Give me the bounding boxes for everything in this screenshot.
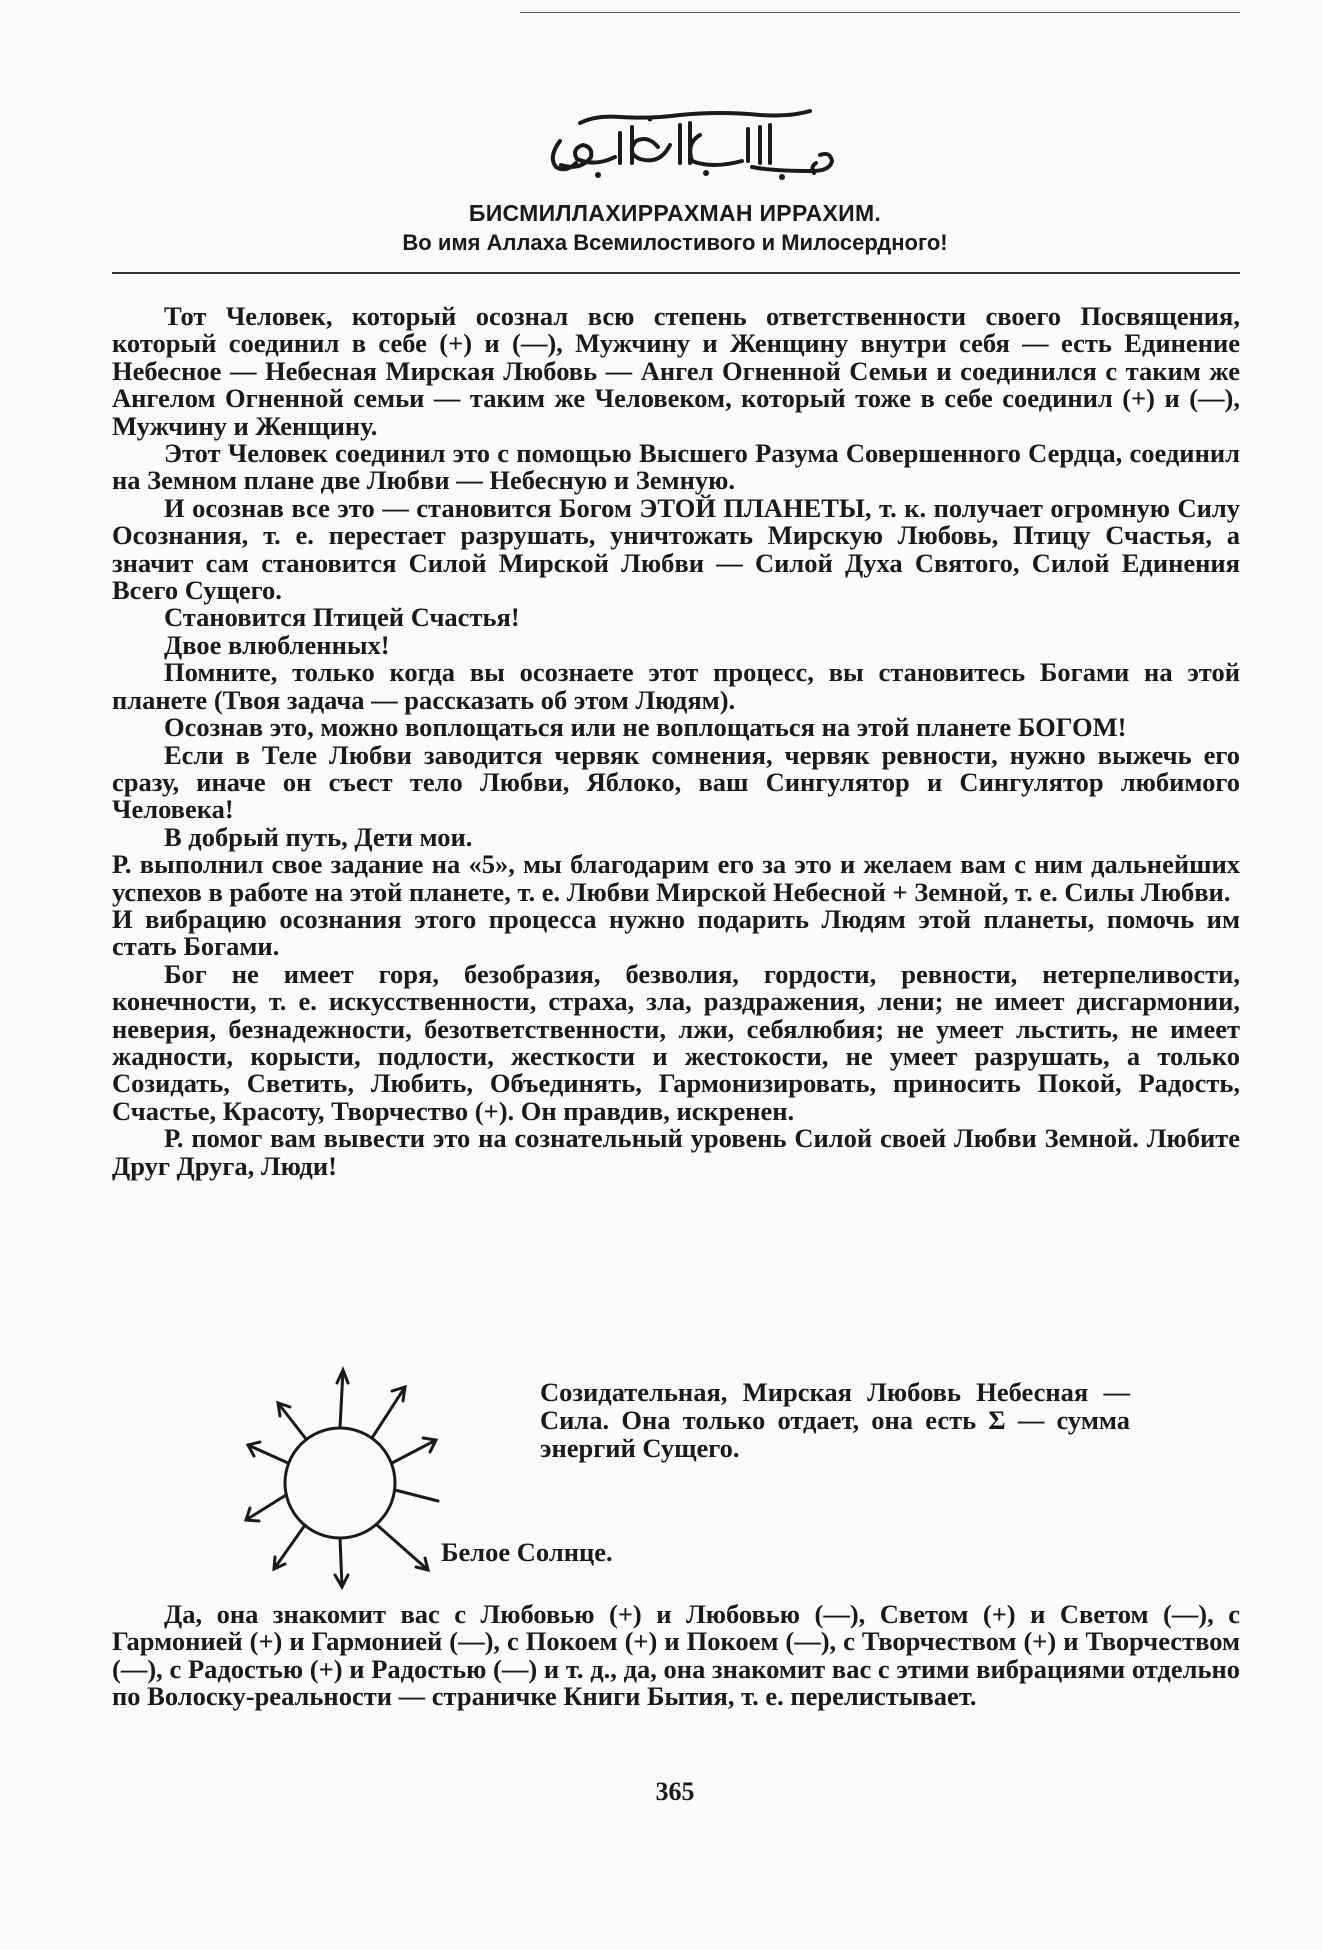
paragraph: Р. помог вам вывести это на сознательный уровень Силой своей Любви Земной. Любите Друг Друга, Люди! — [112, 1123, 1240, 1181]
paragraph: Помните, только когда вы осознаете этот процесс, вы становитесь Богами на этой планете (Твоя задача — рассказать об этом Людям). — [112, 657, 1240, 715]
page-number: 365 — [655, 1777, 695, 1806]
main-text — [112, 303, 1240, 1180]
paragraph: Двое влюбленных! — [164, 629, 390, 660]
header-title: БИСМИЛЛАХИРРАХМАН ИРРАХИМ. — [468, 200, 882, 226]
header-divider — [112, 272, 1240, 274]
paragraph: Бог не имеет горя, безобразия, безволия, гордости, ревности, нетерпеливости, конечности, т. е. искусственности, страха, зла, раздражения, лени; не имеет дисгармонии, неверия, безнадежности, безответственности, лжи, себялюбия; не умеет льстить, не имеет жадности, корысти, подлости, жесткости и жестокости, не умеет разрушать, а только Созидать, Светить, Любить, Объединять, Гармонизировать, приносить Покой, Радость, Счастье, Красоту, Творчество (+). Он правдив, искренен. — [112, 958, 1240, 1126]
header-subtitle: Во имя Аллаха Всемилостивого и Милосердного! — [402, 230, 948, 255]
paragraph: И осознав все это — становится Богом ЭТОЙ ПЛАНЕТЫ, т. к. получает огромную Силу Осознания, т. е. перестает разрушать, уничтожать Мирскую Любовь, Птицу Счастья, а значит сам становится Силой Мирской Любви — Силой Духа Святого, Силой Единения Всего Сущего. — [112, 492, 1240, 606]
paragraph: И вибрацию осознания этого процесса нужно подарить Людям этой планеты, помочь им стать Богами. — [112, 903, 1240, 962]
top-rule — [520, 12, 1240, 13]
figure-caption: Созидательная, Мирская Любовь Небесная — Сила. Она только отдает, она есть Σ — сумма энергий Сущего. — [540, 1377, 1130, 1463]
paragraph: В добрый путь, Дети мои. — [164, 821, 473, 852]
paragraph: Если в Теле Любви заводится червяк сомнения, червяк ревности, нужно выжечь его сразу, иначе он съест тело Любви, Яблоко, ваш Сингулятор и Сингулятор любимого Человека! — [112, 739, 1240, 825]
paragraph: Осознав это, можно воплощаться или не воплощаться на этой планете БОГОМ! — [164, 712, 1127, 743]
closing-paragraph: Да, она знакомит вас с Любовью (+) и Любовью (—), Светом (+) и Светом (—), с Гармонией (+) и Гармонией (—), с Покоем (+) и Покоем (—), с Творчеством (+) и Творчеством (—), с Радостью (+) и Радостью (—) и т. д., да, она знакомит вас с этими вибрациями отдельно по Волоску-реальности — страничке Книги Бытия, т. е. перелистывает. — [112, 1599, 1240, 1712]
paragraph: Становится Птицей Счастья! — [164, 602, 520, 633]
white-sun-figure — [240, 1365, 440, 1590]
paragraph: Тот Человек, который осознал всю степень ответственности своего Посвящения, который соединил в себе (+) и (—), Мужчину и Женщину внутри себя — есть Единение Небесное — Небесная Мирская Любовь — Ангел Огненной Семьи и соединился с таким же Ангелом Огненной семьи — таким же Человеком, который тоже в себе соединил (+) и (—), Мужчину и Женщину. — [112, 301, 1240, 441]
paragraph: Этот Человек соединил это с помощью Высшего Разума Совершенного Сердца, соединил на Земном плане две Любви — Небесную и Земную. — [112, 438, 1240, 496]
basmala-calligraphy — [520, 105, 860, 185]
paragraph: Р. выполнил свое задание на «5», мы благодарим его за это и желаем вам с ним дальнейших успехов в работе на этой планете, т. е. Любви Мирской Небесной + Земной, т. е. Силы Любви. — [112, 849, 1240, 907]
figure-label: Белое Солнце. — [441, 1537, 613, 1567]
